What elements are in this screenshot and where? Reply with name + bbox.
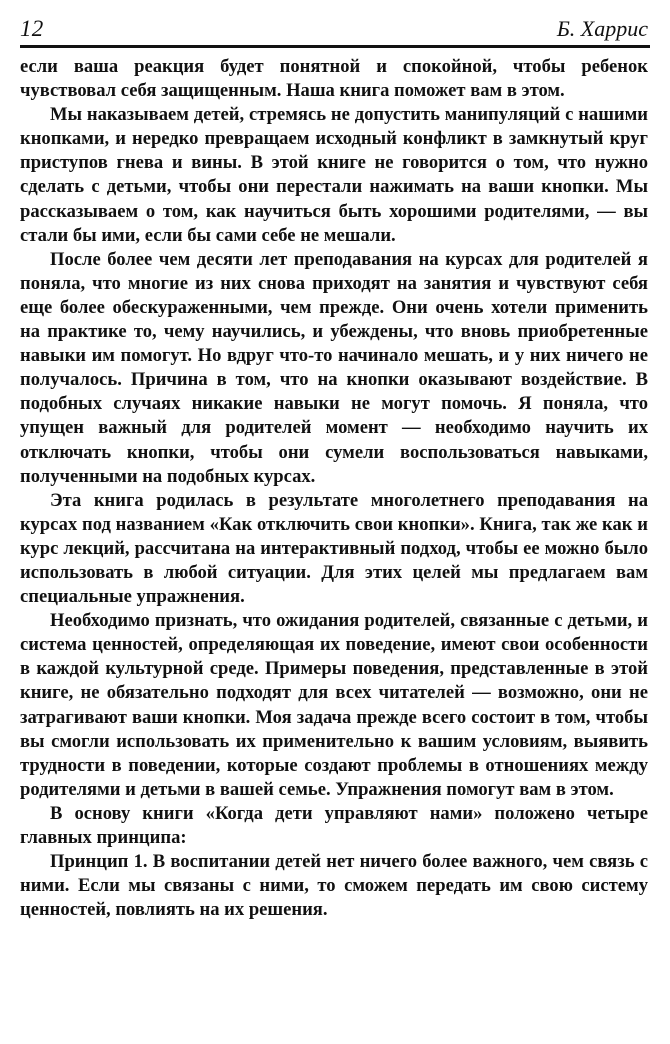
- header-rule: [20, 45, 650, 48]
- principle-text: В воспитании детей нет ничего более важного, чем связь с ними. Если мы связаны с ними, то сможем передать им свою систему ценностей, повлиять на их решения.: [20, 851, 648, 921]
- body-text: [20, 55, 648, 922]
- paragraph: После более чем десяти лет преподавания на курсах для родителей я поняла, что многие из них снова приходят на занятия и чувствуют себя еще более обескураженными, чем прежде. Они очень хотели применить на практике то, чему научились, и убеждены, что вновь приобретенные навыки им помогут. Но вдруг что-то начинало мешать, и у них ничего не получалось. Причина в том, что на кнопки оказывают воздействие. В подобных случаях никакие навыки не могут помочь. Я поняла, что упущен важный для родителей момент — необходимо научить их отключать кнопки, чтобы они сумели воспользоваться навыками, полученными на подобных курсах.: [20, 248, 648, 487]
- page-header: [20, 14, 648, 44]
- principle-label: Принцип 1.: [50, 851, 148, 873]
- paragraph: Эта книга родилась в результате многолетнего преподавания на курсах под названием «Как отключить свои кнопки». Книга, так же как и курс лекций, рассчитана на интерактивный подход, чтобы ее можно было использовать в любой ситуации. Для этих целей мы предлагаем вам специальные упражнения.: [20, 489, 648, 608]
- page-number: 12: [20, 16, 44, 41]
- paragraph-continued: если ваша реакция будет понятной и спокойной, чтобы ребенок чувствовал себя защищенным. Наша книга поможет вам в этом.: [20, 56, 648, 102]
- principle-paragraph: [20, 850, 648, 922]
- paragraph: В основу книги «Когда дети управляют нами» положено четыре главных принципа:: [20, 802, 648, 848]
- running-head-author: Б. Харрис: [556, 16, 648, 41]
- paragraph: Необходимо признать, что ожидания родителей, связанные с детьми, и система ценностей, определяющая их поведение, имеют свои особенности в каждой культурной среде. Примеры поведения, представленные в этой книге, не обязательно подходят для всех читателей — возможно, они не затрагивают ваши кнопки. Моя задача прежде всего состоит в том, чтобы вы смогли использовать их применительно к вашим условиям, выявить трудности в поведении, которые создают проблемы в отношениях между родителями и детьми в вашей семье. Упражнения помогут вам в этом.: [20, 610, 648, 800]
- paragraph: Мы наказываем детей, стремясь не допустить манипуляций с нашими кнопками, и нередко превращаем исходный конфликт в замкнутый круг приступов гнева и вины. В этой книге не говорится о том, что нужно сделать с детьми, чтобы они перестали нажимать на ваши кнопки. Мы рассказываем о том, как научиться быть хорошими родителями, — вы стали бы ими, если бы сами себе не мешали.: [20, 104, 648, 246]
